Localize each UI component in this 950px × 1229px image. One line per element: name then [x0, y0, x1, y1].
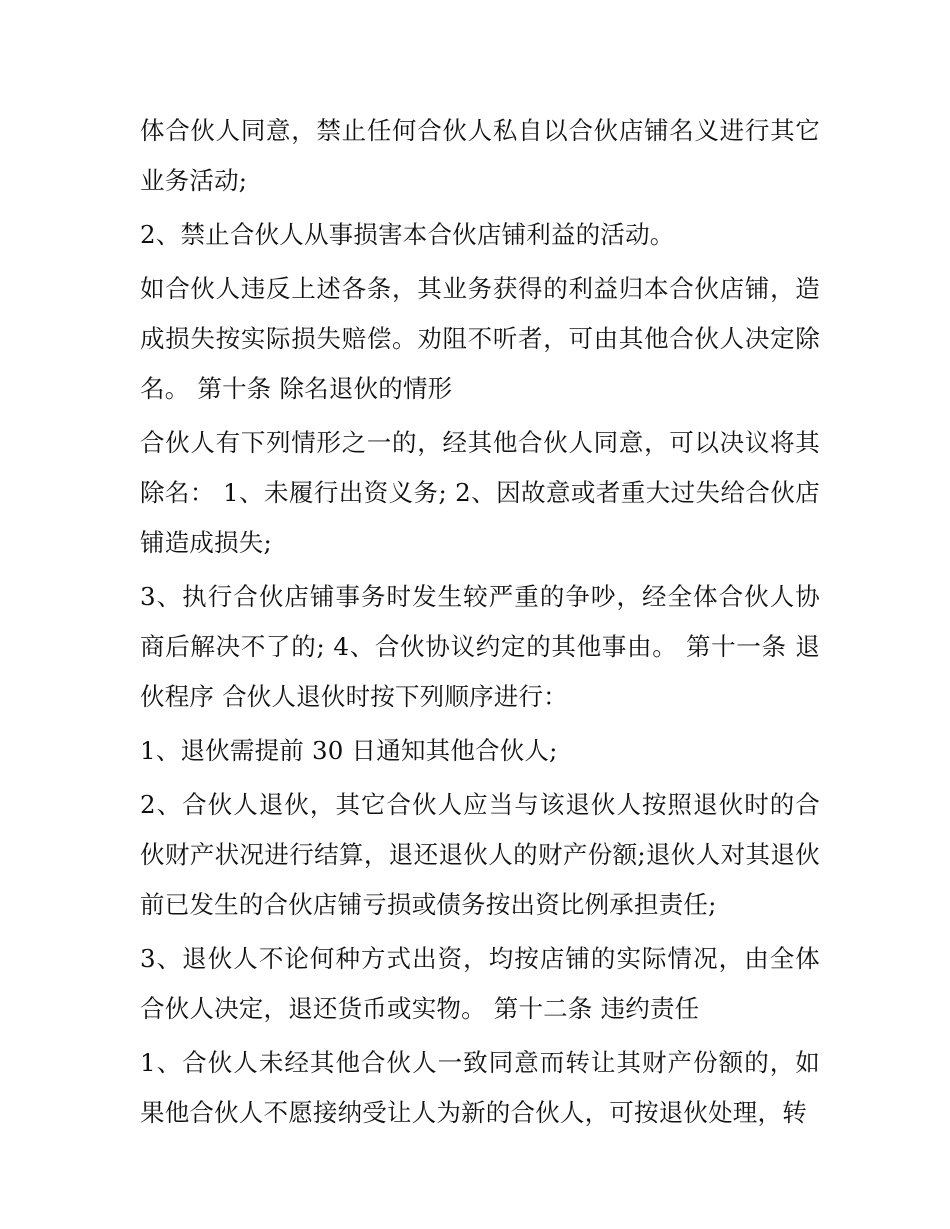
paragraph: 2、合伙人退伙，其它合伙人应当与该退伙人按照退伙时的合伙财产状况进行结算，退还退伙人的财产份额;退伙人对其退伙前已发生的合伙店铺亏损或债务按出资比例承担责任;: [140, 790, 820, 919]
paragraph: 如合伙人违反上述各条，其业务获得的利益归本合伙店铺，造成损失按实际损失赔偿。劝阻不听者，可由其他合伙人决定除名。 第十条 除名退伙的情形: [140, 274, 820, 403]
paragraph: 合伙人有下列情形之一的，经其他合伙人同意，可以决议将其除名： 1、未履行出资义务; 2、因故意或者重大过失给合伙店铺造成损失;: [140, 428, 820, 557]
paragraph: 1、退伙需提前 30 日通知其他合伙人;: [140, 736, 558, 765]
paragraph: 1、合伙人未经其他合伙人一致同意而转让其财产份额的，如果他合伙人不愿接纳受让人为新的合伙人，可按退伙处理，转: [140, 1048, 820, 1127]
paragraph: 3、退伙人不论何种方式出资，均按店铺的实际情况，由全体合伙人决定，退还货币或实物。 第十二条 违约责任: [140, 944, 820, 1023]
paragraph: 体合伙人同意，禁止任何合伙人私自以合伙店铺名义进行其它业务活动;: [140, 116, 820, 195]
paragraph: 3、执行合伙店铺事务时发生较严重的争吵，经全体合伙人协商后解决不了的; 4、合伙协议约定的其他事由。 第十一条 退伙程序 合伙人退伙时按下列顺序进行：: [140, 582, 820, 711]
paragraph: 2、禁止合伙人从事损害本合伙店铺利益的活动。: [140, 220, 675, 249]
document-body: [140, 106, 820, 1142]
